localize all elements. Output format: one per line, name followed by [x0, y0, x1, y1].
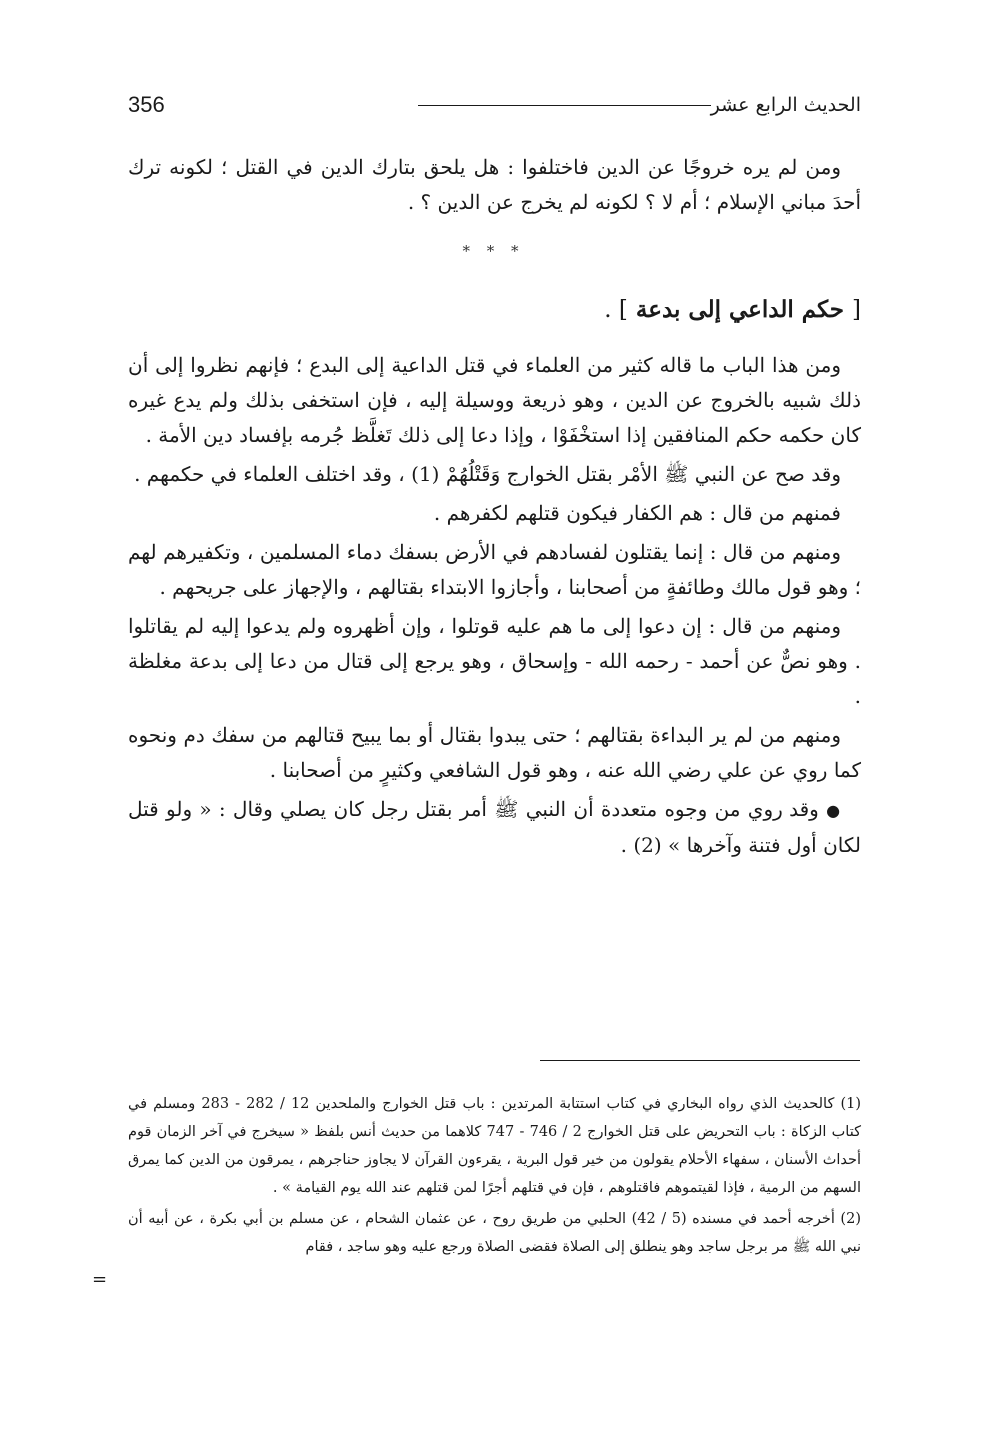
footnote-2: (2) أخرجه أحمد في مسنده (5 / 42) الحلبي من طريق روح ، عن عثمان الشحام ، عن مسلم بن أبي بكرة ، عن أبيه أن نبي الله ﷺ مر برجل ساجد وهو ينطلق إلى الصلاة فقضى الصلاة ورجع عليه وهو ساجد ، فقام [128, 1211, 861, 1255]
paragraph: ومنهم من لم ير البداءة بقتالهم ؛ حتى يبدوا بقتال أو بما يبيح قتالهم من سفك دم ونحوه كما روي عن علي رضي الله عنه ، وهو قول الشافعي وكثيرٍ من أصحابنا . [128, 723, 861, 782]
paragraph: وقد صح عن النبي ﷺ الأمْر بقتل الخوارج وَقَتْلُهُمْ (1) ، وقد اختلف العلماء في حكمهم . [134, 462, 841, 486]
section-heading [604, 290, 861, 330]
intro-paragraph: ومن لم يره خروجًا عن الدين فاختلفوا : هل يلحق بتارك الدين في القتل ؛ لكونه ترك أحدَ مباني الإسلام ؛ أم لا ؟ لكونه لم يخرج عن الدين ؟ . [128, 155, 861, 214]
continuation-mark: = [92, 1269, 108, 1290]
paragraph: فمنهم من قال : هم الكفار فيكون قتلهم لكفرهم . [433, 501, 841, 525]
bullet-icon: ● [826, 801, 842, 820]
intro-block [128, 150, 861, 224]
footnotes [128, 1090, 861, 1264]
paragraph: ومنهم من قال : إنما يقتلون لفسادهم في الأرض بسفك دماء المسلمين ، وتكفيرهم لهم ؛ وهو قول مالك وطائفةٍ من أصحابنا ، وأجازوا الابتداء بقتالهم ، والإجهاز على جريحهم . [128, 540, 861, 599]
header-rule [418, 105, 711, 106]
footnote-rule [540, 1060, 860, 1061]
section-separator: * * * [462, 242, 525, 260]
running-header [128, 88, 861, 122]
heading-open-bracket: [ [852, 297, 861, 323]
paragraph [128, 792, 861, 863]
paragraph-text: وقد روي من وجوه متعددة أن النبي ﷺ أمر بقتل رجل كان يصلي وقال : « ولو قتل لكان أول فتنة وآخرها » (2) . [128, 797, 861, 857]
main-text [128, 348, 861, 867]
page-number: 356 [128, 92, 165, 117]
footnote-1: (1) كالحديث الذي رواه البخاري في كتاب استتابة المرتدين : باب قتل الخوارج والملحدين 12 / 282 - 283 ومسلم في كتاب الزكاة : باب التحريض على قتل الخوارج 2 / 746 - 747 كلاهما من حديث أنس بلفظ « سيخرج في آخر الزمان قوم أحداث الأسنان ، سفهاء الأحلام يقولون من خير قول البرية ، يقرءون القرآن لا يجاوز حناجرهم ، يمرقون من الدين كما يمرق السهم من الرمية ، فإذا لقيتموهم فاقتلوهم ، فإن في قتلهم أجرًا لمن قتلهم عند الله يوم القيامة » . [128, 1096, 862, 1196]
heading-close-bracket: ] . [604, 297, 628, 323]
running-title: الحديث الرابع عشر [710, 94, 861, 116]
heading-title: حكم الداعي إلى بدعة [635, 296, 844, 323]
paragraph: ومنهم من قال : إن دعوا إلى ما هم عليه قوتلوا ، وإن أظهروه ولم يدعوا إليه لم يقاتلوا . وهو نصٌّ عن أحمد - رحمه الله - وإسحاق ، وهو يرجع إلى قتال من دعا إلى بدعة مغلظة . [128, 614, 861, 708]
paragraph: ومن هذا الباب ما قاله كثير من العلماء في قتل الداعية إلى البدع ؛ فإنهم نظروا إلى أن ذلك شبيه بالخروج عن الدين ، وهو ذريعة ووسيلة إليه ، فإن استخفى بذلك ولم يدع غيره كان حكمه حكم المنافقين إذا استخْفَوْا ، وإذا دعا إلى ذلك تَغلَّظ جُرمه بإفساد دين الأمة . [128, 353, 861, 447]
